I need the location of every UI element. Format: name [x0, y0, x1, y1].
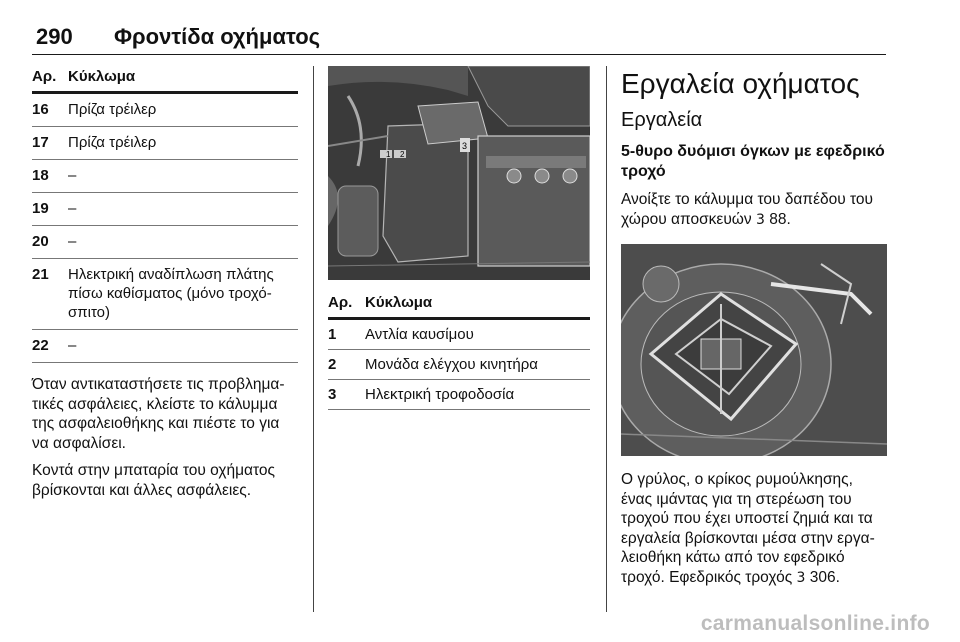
page-ref-arrow-icon: 3: [796, 569, 806, 586]
row-number: 3: [328, 386, 337, 403]
row-number: 2: [328, 356, 337, 373]
tool-kit-illustration: [621, 244, 887, 456]
table-header-number: Αρ.: [328, 294, 353, 311]
row-circuit: Μονάδα ελέγχου κινητήρα: [365, 356, 538, 373]
spare-wheel-tools-drawing: [621, 244, 887, 456]
table-row: [32, 127, 298, 160]
row-circuit: Ηλεκτρική αναδίπλωση πλάτης πίσω καθίσματος (μόνο τροχό-σπιτο): [68, 266, 274, 321]
table-header-number: Αρ.: [32, 68, 57, 85]
table-row: [32, 330, 298, 363]
row-number: 17: [32, 134, 49, 151]
table-row: [32, 193, 298, 226]
row-circuit: Ηλεκτρική τροφοδοσία: [365, 386, 515, 403]
table-row: [32, 94, 298, 127]
circuit-table-header: [328, 292, 590, 320]
section-heading: Εργαλεία οχήματος: [621, 68, 860, 99]
row-circuit: –: [68, 200, 77, 217]
row-circuit: Αντλία καυσίμου: [365, 326, 474, 343]
row-number: 18: [32, 167, 49, 184]
callout-3: 3: [462, 141, 468, 151]
page-reference[interactable]: 88.: [764, 210, 791, 228]
table-row: [32, 259, 298, 330]
column-divider: [313, 66, 314, 612]
engine-bay-drawing: [328, 66, 590, 280]
variant-heading: 5-θυρο δυόμισι όγκων με εφεδρικό τροχό: [621, 143, 885, 180]
callout-1: 1: [386, 150, 391, 159]
row-circuit: –: [68, 337, 77, 354]
row-circuit: –: [68, 233, 77, 250]
row-number: 22: [32, 337, 49, 354]
paragraph-text: Ανοίξτε το κάλυμμα του δαπέδου του χώρου αποσκευών: [621, 191, 874, 228]
callout-2: 2: [400, 150, 405, 159]
fuse-box-illustration: [328, 66, 590, 280]
paragraph-text: Ο γρύλος, ο κρίκος ρυμούλκησης, ένας ιμάντας για τη στερέωση του τροχού που έχει υποστεί ζημιά και τα εργαλεία βρίσκονται μέσα στην εργα-λειοθήκη κάτω από τον εφεδρικό τροχό. Εφεδρικός τροχός: [621, 471, 875, 586]
fuse-replacement-paragraph: Όταν αντικαταστήσετε τις προβλημα-τικές ασφάλειες, κλείστε το κάλυμμα της ασφαλειοθήκης και πιέστε το για να ασφαλίσει.: [32, 376, 285, 452]
table-row: [328, 350, 590, 380]
page-reference[interactable]: 306.: [805, 568, 840, 586]
table-row: [328, 320, 590, 350]
row-circuit: Πρίζα τρέιλερ: [68, 101, 157, 118]
table-header-circuit: Κύκλωμα: [365, 294, 433, 311]
row-number: 21: [32, 266, 49, 283]
row-number: 16: [32, 101, 49, 118]
table-row: [32, 226, 298, 259]
battery-fuses-paragraph: Κοντά στην μπαταρία του οχήματος βρίσκονται και άλλες ασφάλειες.: [32, 462, 275, 499]
open-cover-paragraph: [621, 190, 887, 230]
row-circuit: Πρίζα τρέιλερ: [68, 134, 157, 151]
table-header-circuit: Κύκλωμα: [68, 68, 136, 85]
table-row: [328, 380, 590, 410]
middle-column: [328, 66, 590, 410]
watermark: carmanualsonline.info: [700, 612, 930, 635]
page-ref-arrow-icon: 3: [755, 211, 765, 228]
fuse-table-header: [32, 66, 298, 94]
column-divider: [606, 66, 607, 612]
page-header: [32, 22, 886, 55]
row-number: 19: [32, 200, 49, 217]
row-circuit: –: [68, 167, 77, 184]
tools-location-paragraph: [621, 470, 887, 588]
row-number: 20: [32, 233, 49, 250]
row-number: 1: [328, 326, 337, 343]
subsection-heading: Εργαλεία: [621, 109, 703, 131]
page-number: 290: [36, 24, 73, 49]
right-column: [621, 66, 887, 588]
page-title: Φροντίδα οχήματος: [114, 24, 321, 49]
left-column: [32, 66, 298, 500]
table-row: [32, 160, 298, 193]
